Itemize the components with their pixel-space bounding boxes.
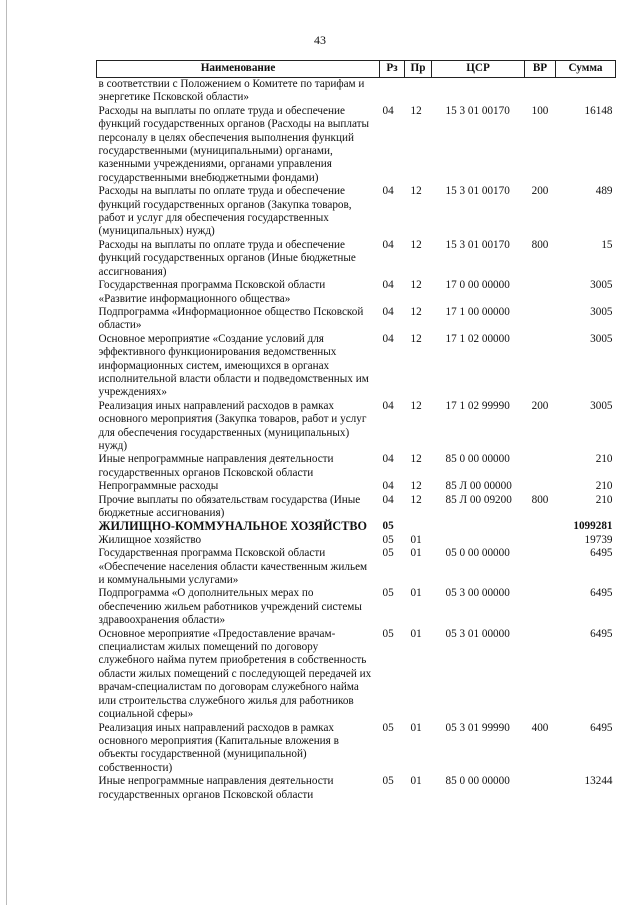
table-row — [97, 279, 616, 306]
table-row — [97, 520, 616, 533]
cell-rz: 04 — [382, 238, 394, 251]
cell-pr: 12 — [410, 104, 422, 117]
cell-csr: 15 3 01 00170 — [445, 185, 510, 198]
cell-sum: 6495 — [590, 547, 613, 560]
cell-vr — [525, 520, 556, 533]
header-name: Наименование — [97, 61, 380, 78]
cell-sum: 6495 — [590, 587, 613, 600]
cell-vr: 200 — [531, 185, 549, 198]
cell-name: Расходы на выплаты по оплате труда и обеспечение функций государственных органов (Закупка товаров, работ и услуг для обеспечения государственных (муниципальных) нужд) — [98, 185, 352, 238]
cell-vr — [525, 333, 556, 400]
page-number: 43 — [314, 33, 326, 47]
cell-rz: 05 — [382, 547, 394, 560]
cell-csr: 17 1 00 00000 — [445, 305, 510, 318]
cell-name: Расходы на выплаты по оплате труда и обеспечение функций государственных органов (Расходы на выплаты персоналу в целях обеспечения выполнения функций государственными (муниципальными) органами, казенными учреждениями, органами управления государственными внебюджетными фондами) — [98, 104, 370, 184]
cell-sum: 3005 — [590, 279, 613, 292]
cell-name: Иные непрограммные направления деятельности государственных органов Псковской области — [98, 453, 334, 479]
cell-name: Основное мероприятие «Предоставление врачам-специалистам жилых помещений по договору служебного найма путем приобретения в собственность области жилых помещений с последующей передачей их врачам-специалистам по договорам служебного найма или строительства служебного жилья для работников социальной сферы» — [98, 627, 372, 721]
cell-sum: 6495 — [590, 721, 613, 734]
cell-vr — [525, 480, 556, 493]
table-row — [97, 185, 616, 239]
cell-rz: 04 — [382, 185, 394, 198]
cell-csr: 85 Л 00 09200 — [445, 493, 512, 506]
table-row — [97, 333, 616, 400]
cell-vr — [525, 306, 556, 333]
cell-name: Иные непрограммные направления деятельности государственных органов Псковской области — [98, 775, 334, 801]
cell-pr: 12 — [410, 332, 422, 345]
cell-csr: 85 0 00 00000 — [445, 453, 510, 466]
cell-vr — [525, 453, 556, 480]
table-row — [97, 628, 616, 722]
cell-pr — [405, 78, 432, 105]
table-row — [97, 722, 616, 776]
cell-vr — [525, 587, 556, 627]
cell-name: Реализация иных направлений расходов в рамках основного мероприятия (Капитальные вложения в объекты государственной (муниципальной) собственности) — [98, 721, 339, 774]
cell-csr: 17 1 02 00000 — [445, 332, 510, 345]
cell-sum — [556, 78, 616, 105]
table-header-row — [97, 61, 616, 78]
cell-pr: 01 — [410, 587, 422, 600]
cell-csr: 15 3 01 00170 — [445, 104, 510, 117]
table-row — [97, 105, 616, 185]
cell-csr — [432, 520, 525, 533]
cell-sum: 6495 — [590, 627, 613, 640]
table-row — [97, 453, 616, 480]
cell-vr: 200 — [531, 399, 549, 412]
cell-pr — [405, 520, 432, 533]
cell-vr — [525, 628, 556, 722]
cell-rz: 04 — [382, 104, 394, 117]
cell-pr: 01 — [410, 533, 422, 546]
cell-sum: 210 — [595, 453, 613, 466]
cell-csr: 15 3 01 00170 — [445, 238, 510, 251]
table-row — [97, 400, 616, 454]
cell-pr: 12 — [410, 185, 422, 198]
header-rz: Рз — [380, 61, 405, 78]
cell-name: ЖИЛИЩНО-КОММУНАЛЬНОЕ ХОЗЯЙСТВО — [98, 519, 367, 534]
cell-name: Прочие выплаты по обязательствам государства (Иные бюджетные ассигнования) — [98, 493, 361, 519]
cell-sum: 210 — [595, 493, 613, 506]
table-row — [97, 547, 616, 587]
cell-pr: 12 — [410, 305, 422, 318]
cell-name: в соответствии с Положением о Комитете по тарифам и энергетике Псковской области» — [98, 78, 365, 104]
cell-sum: 3005 — [590, 399, 613, 412]
cell-vr: 100 — [531, 104, 549, 117]
cell-name: Подпрограмма «Информационное общество Псковской области» — [98, 305, 364, 332]
table-row — [97, 78, 616, 105]
budget-table — [96, 60, 616, 802]
cell-rz: 04 — [382, 493, 394, 506]
cell-vr — [525, 78, 556, 105]
cell-sum: 1099281 — [573, 520, 613, 533]
cell-vr — [525, 775, 556, 802]
cell-csr — [432, 78, 525, 105]
cell-rz: 05 — [382, 775, 394, 788]
cell-name: Непрограммные расходы — [98, 480, 219, 493]
cell-sum: 210 — [595, 480, 613, 493]
cell-rz: 05 — [382, 520, 394, 533]
cell-sum: 15 — [601, 238, 613, 251]
cell-name: Государственная программа Псковской области «Развитие информационного общества» — [98, 279, 326, 305]
cell-sum: 3005 — [590, 305, 613, 318]
cell-rz: 05 — [382, 627, 394, 640]
cell-rz: 05 — [382, 533, 394, 546]
table-row — [97, 306, 616, 333]
cell-rz — [380, 78, 405, 105]
cell-rz: 05 — [382, 721, 394, 734]
table-row — [97, 480, 616, 493]
cell-rz: 04 — [382, 332, 394, 345]
cell-sum: 13244 — [584, 775, 613, 788]
cell-vr — [525, 534, 556, 547]
page-edge-line — [6, 0, 7, 905]
cell-name: Государственная программа Псковской области «Обеспечение населения области качественным жильем и коммунальными услугами» — [98, 547, 368, 587]
cell-sum: 19739 — [584, 533, 613, 546]
cell-name: Расходы на выплаты по оплате труда и обеспечение функций государственных органов (Иные бюджетные ассигнования) — [98, 238, 356, 278]
cell-csr: 05 0 00 00000 — [445, 547, 510, 560]
cell-rz: 04 — [382, 305, 394, 318]
cell-vr: 400 — [531, 721, 549, 734]
header-pr: Пр — [405, 61, 432, 78]
header-csr: ЦСР — [432, 61, 525, 78]
cell-vr: 800 — [531, 493, 549, 506]
cell-pr: 12 — [410, 279, 422, 292]
cell-pr: 01 — [410, 721, 422, 734]
cell-csr: 17 1 02 99990 — [445, 399, 510, 412]
table-row — [97, 494, 616, 521]
table-row — [97, 239, 616, 279]
cell-rz: 04 — [382, 399, 394, 412]
cell-rz: 05 — [382, 587, 394, 600]
cell-csr: 05 3 01 00000 — [445, 627, 510, 640]
cell-rz: 04 — [382, 279, 394, 292]
header-sum: Сумма — [556, 61, 616, 78]
header-vr: ВР — [525, 61, 556, 78]
cell-pr: 12 — [410, 238, 422, 251]
cell-pr: 12 — [410, 480, 422, 493]
cell-rz: 04 — [382, 453, 394, 466]
table-row — [97, 775, 616, 802]
cell-pr: 01 — [410, 775, 422, 788]
cell-pr: 12 — [410, 493, 422, 506]
table-body — [97, 78, 616, 802]
table-row — [97, 587, 616, 627]
cell-name: Подпрограмма «О дополнительных мерах по обеспечению жильем работников учреждений системы здравоохранения области» — [98, 587, 362, 627]
cell-rz: 04 — [382, 480, 394, 493]
cell-vr: 800 — [531, 238, 549, 251]
cell-pr: 01 — [410, 547, 422, 560]
cell-name: Основное мероприятие «Создание условий для эффективного функционирования ведомственных информационных систем, имеющихся в органах исполнительной власти области и подведомственных им учреждениях» — [98, 332, 369, 399]
cell-name: Реализация иных направлений расходов в рамках основного мероприятия (Закупка товаров, работ и услуг для обеспечения государственных (муниципальных) нужд) — [98, 399, 367, 452]
cell-pr: 01 — [410, 627, 422, 640]
cell-csr: 85 0 00 00000 — [445, 775, 510, 788]
table-row — [97, 534, 616, 547]
cell-name: Жилищное хозяйство — [98, 533, 202, 546]
cell-pr: 12 — [410, 453, 422, 466]
cell-vr — [525, 279, 556, 306]
cell-pr: 12 — [410, 399, 422, 412]
cell-csr: 05 3 01 99990 — [445, 721, 510, 734]
cell-csr: 05 3 00 00000 — [445, 587, 510, 600]
cell-csr: 85 Л 00 00000 — [445, 480, 512, 493]
cell-csr: 17 0 00 00000 — [445, 279, 510, 292]
cell-sum: 489 — [595, 185, 613, 198]
cell-sum: 16148 — [584, 104, 613, 117]
cell-csr — [432, 534, 525, 547]
cell-vr — [525, 547, 556, 587]
cell-sum: 3005 — [590, 332, 613, 345]
